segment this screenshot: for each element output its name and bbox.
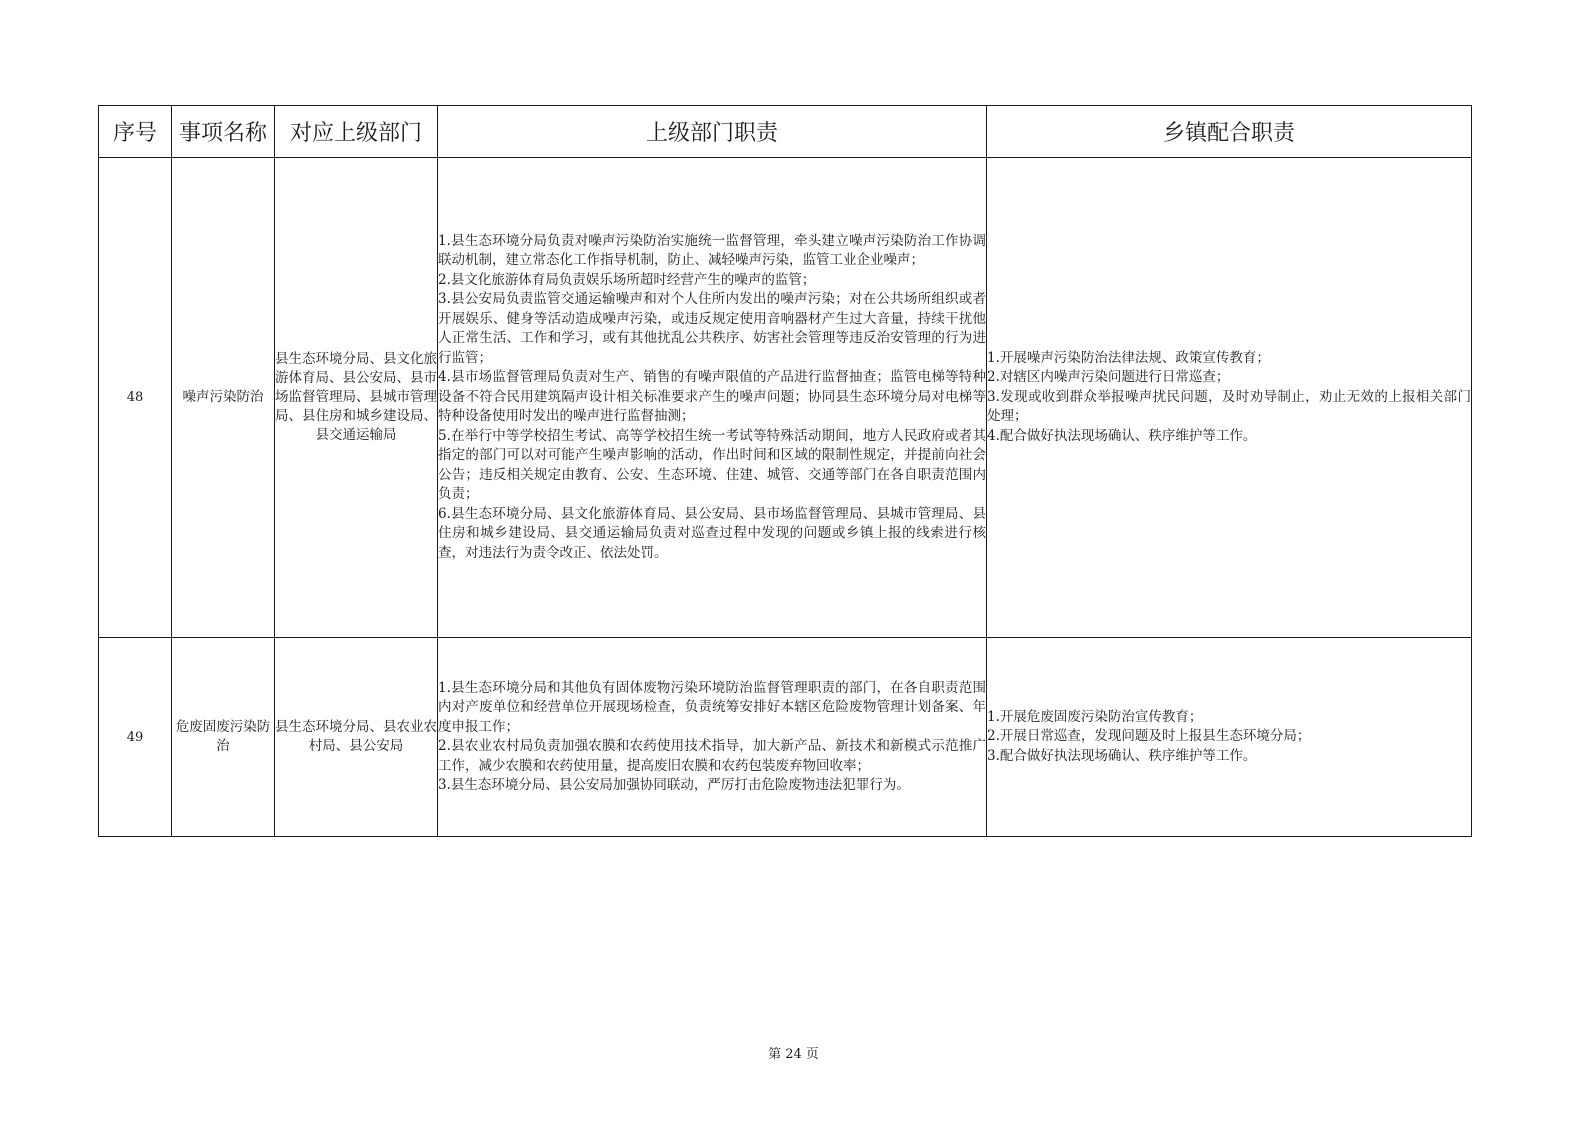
town-duty-item: 2.开展日常巡查，发现问题及时上报县生态环境分局； (987, 728, 1311, 745)
duty-table (98, 105, 1472, 837)
row-upper-duties (438, 638, 987, 837)
header-number: 序号 (99, 106, 172, 158)
upper-duty-item: 2.县文化旅游体育局负责娱乐场所超时经营产生的噪声的监管； (438, 271, 816, 288)
upper-duty-item: 3.县生态环境分局、县公安局加强协同联动，严厉打击危险废物违法犯罪行为。 (438, 777, 910, 793)
row-upper-duties (438, 158, 987, 638)
row-town-duties (987, 158, 1472, 638)
page-number: 第 24 页 (768, 1047, 819, 1062)
upper-duty-item: 6.县生态环境分局、县文化旅游体育局、县公安局、县市场监督管理局、县城市管理局、县住房和城乡建设局、县交通运输局负责对巡查过程中发现的问题或乡镇上报的线索进行核查，对违法行为责令改正、依法处罚。 (438, 505, 986, 561)
row-departments: 县生态环境分局、县文化旅游体育局、县公安局、县市场监督管理局、县城市管理局、县住房和城乡建设局、县交通运输局 (275, 158, 438, 638)
row-number: 48 (99, 158, 172, 638)
upper-duty-item: 2.县农业农村局负责加强农膜和农药使用技术指导，加大新产品、新技术和新模式示范推广工作，减少农膜和农药使用量，提高废旧农膜和农药包装废弃物回收率； (438, 738, 986, 774)
header-upper-duties: 上级部门职责 (438, 106, 987, 158)
upper-duty-item: 1.县生态环境分局和其他负有固体废物污染环境防治监督管理职责的部门，在各自职责范围内对产废单位和经营单位开展现场检查，负责统筹安排好本辖区危险废物管理计划备案、年度申报工作； (438, 679, 986, 735)
row-town-duties (987, 638, 1472, 837)
row-item-name: 噪声污染防治 (172, 158, 275, 638)
header-town-duties: 乡镇配合职责 (987, 106, 1472, 158)
table-row (99, 638, 1472, 837)
row-item-name: 危废固废污染防治 (172, 638, 275, 837)
town-duty-item: 1.开展危废固废污染防治宣传教育； (987, 708, 1203, 725)
town-duty-item: 1.开展噪声污染防治法律法规、政策宣传教育； (987, 349, 1270, 366)
upper-duty-item: 1.县生态环境分局负责对噪声污染防治实施统一监督管理，牵头建立噪声污染防治工作协调联动机制，建立常态化工作指导机制，防止、减轻噪声污染，监管工业企业噪声； (438, 232, 986, 269)
town-duty-item: 2.对辖区内噪声污染问题进行日常巡查； (987, 369, 1230, 386)
town-duty-item: 3.发现或收到群众举报噪声扰民问题，及时劝导制止，劝止无效的上报相关部门处理； (987, 388, 1471, 425)
upper-duty-item: 3.县公安局负责监管交通运输噪声和对个人住所内发出的噪声污染；对在公共场所组织或者开展娱乐、健身等活动造成噪声污染，或违反规定使用音响器材产生过大音量，持续干扰他人正常生活、工作和学习，或有其他扰乱公共秩序、妨害社会管理等违反治安管理的行为进行监管； (438, 291, 986, 366)
upper-duty-item: 5.在举行中等学校招生考试、高等学校招生统一考试等特殊活动期间，地方人民政府或者其指定的部门可以对可能产生噪声影响的活动，作出时间和区域的限制性规定，并提前向社会公告；违反相关规定由教育、公安、生态环境、住建、城管、交通等部门在各自职责范围内负责； (438, 427, 986, 503)
header-row (99, 106, 1472, 158)
header-item-name: 事项名称 (172, 106, 275, 158)
upper-duty-item: 4.县市场监督管理局负责对生产、销售的有噪声限值的产品进行监督抽查；监管电梯等特种设备不符合民用建筑隔声设计相关标准要求产生的噪声问题；协同县生态环境分局对电梯等特种设备使用时发出的噪声进行监督抽测； (438, 369, 986, 425)
town-duty-item: 4.配合做好执法现场确认、秩序维护等工作。 (987, 427, 1257, 444)
table-row (99, 158, 1472, 638)
row-number: 49 (99, 638, 172, 837)
header-departments: 对应上级部门 (275, 106, 438, 158)
town-duty-item: 3.配合做好执法现场确认、秩序维护等工作。 (987, 747, 1257, 764)
row-departments: 县生态环境分局、县农业农村局、县公安局 (275, 638, 438, 837)
